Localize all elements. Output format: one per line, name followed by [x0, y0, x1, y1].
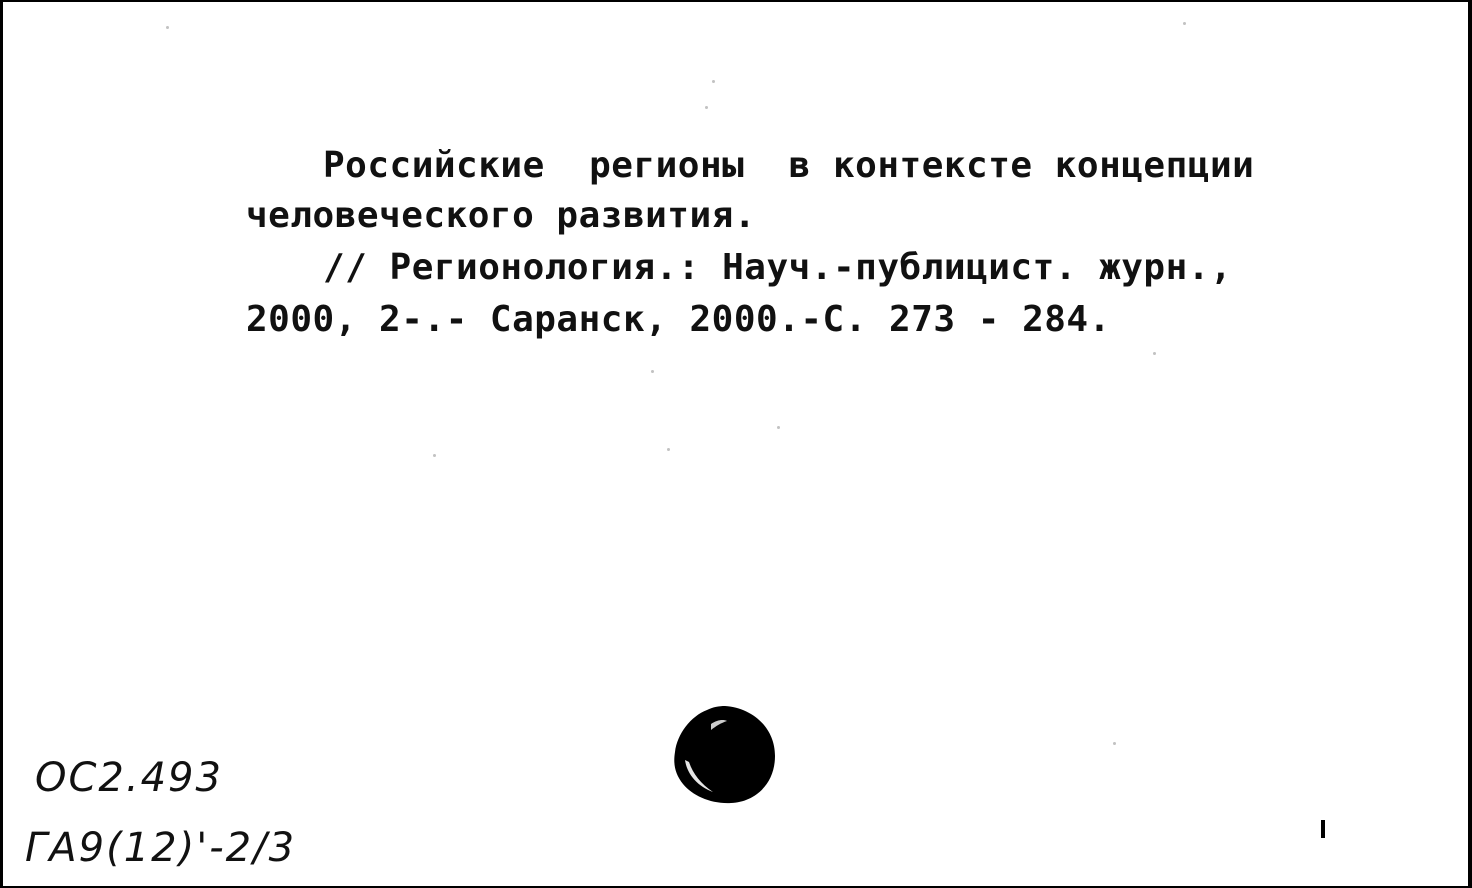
shelf-mark-line-2: ГА9(12)'-2/3: [25, 825, 297, 871]
dust-speck: [1153, 352, 1156, 355]
dust-speck: [667, 448, 670, 451]
dust-speck: [777, 426, 780, 429]
dust-speck: [651, 370, 654, 373]
punch-hole-icon: [671, 704, 779, 806]
source-line-2: 2000, 2-.- Саранск, 2000.-С. 273 - 284.: [246, 299, 1111, 340]
dust-speck: [705, 106, 708, 109]
dust-speck: [166, 26, 169, 29]
ink-speck: [1321, 820, 1325, 838]
dust-speck: [1183, 22, 1186, 25]
source-line-1: // Регионология.: Науч.-публицист. журн.,: [323, 247, 1233, 288]
dust-speck: [712, 80, 715, 83]
dust-speck: [433, 454, 436, 457]
title-line-1: Российские регионы в контексте концепции: [323, 145, 1255, 186]
shelf-mark-line-1: ОС2.493: [35, 755, 223, 801]
title-line-2: человеческого развития.: [246, 195, 756, 236]
dust-speck: [1113, 742, 1116, 745]
